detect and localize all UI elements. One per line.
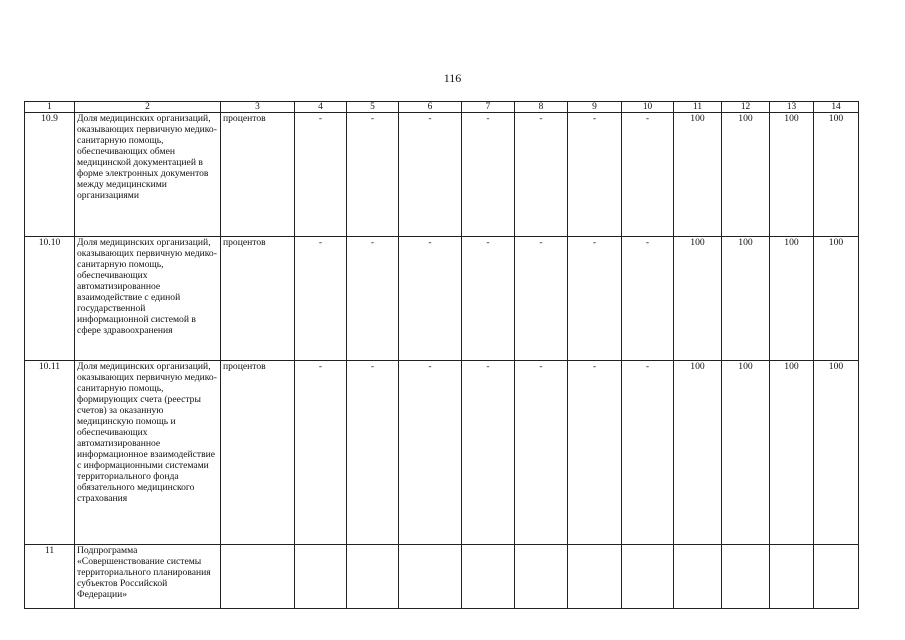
value-cell: - — [347, 237, 399, 361]
column-header: 5 — [347, 102, 399, 113]
value-cell: - — [568, 361, 622, 545]
value-cell: - — [568, 237, 622, 361]
column-header: 7 — [462, 102, 515, 113]
value-cell: - — [295, 237, 347, 361]
table-row — [25, 237, 859, 361]
unit-cell: процентов — [221, 361, 295, 545]
value-cell — [347, 545, 399, 609]
value-cell — [674, 545, 722, 609]
value-cell — [568, 545, 622, 609]
column-header: 10 — [622, 102, 674, 113]
indicator-name: Доля медицинских организаций, оказывающих первичную медико-санитарную помощь, обеспечивающих обмен медицинской документацией в форме электронных документов между медицинскими организациями — [75, 113, 221, 237]
column-header: 14 — [814, 102, 859, 113]
column-header: 11 — [674, 102, 722, 113]
value-cell — [515, 545, 568, 609]
value-cell: 100 — [674, 113, 722, 237]
value-cell — [622, 545, 674, 609]
column-header: 6 — [399, 102, 462, 113]
value-cell — [295, 545, 347, 609]
value-cell: 100 — [722, 361, 770, 545]
value-cell: - — [347, 361, 399, 545]
column-header: 3 — [221, 102, 295, 113]
value-cell: - — [347, 113, 399, 237]
value-cell — [462, 545, 515, 609]
value-cell: 100 — [674, 237, 722, 361]
row-number: 10.10 — [25, 237, 75, 361]
table-row — [25, 361, 859, 545]
unit-cell: процентов — [221, 237, 295, 361]
row-number: 10.9 — [25, 113, 75, 237]
value-cell: - — [515, 113, 568, 237]
column-header: 9 — [568, 102, 622, 113]
value-cell: - — [399, 237, 462, 361]
value-cell: - — [399, 361, 462, 545]
row-number: 11 — [25, 545, 75, 609]
value-cell: - — [622, 237, 674, 361]
column-header: 12 — [722, 102, 770, 113]
header-row — [25, 102, 859, 113]
value-cell: 100 — [770, 237, 814, 361]
value-cell: - — [622, 361, 674, 545]
value-cell: 100 — [814, 113, 859, 237]
value-cell: 100 — [770, 361, 814, 545]
row-number: 10.11 — [25, 361, 75, 545]
table-row — [25, 113, 859, 237]
column-header: 2 — [75, 102, 221, 113]
value-cell: 100 — [814, 237, 859, 361]
value-cell: 100 — [722, 113, 770, 237]
column-header: 4 — [295, 102, 347, 113]
value-cell: - — [295, 361, 347, 545]
value-cell: - — [515, 237, 568, 361]
value-cell — [814, 545, 859, 609]
column-header: 1 — [25, 102, 75, 113]
value-cell: 100 — [814, 361, 859, 545]
value-cell: - — [462, 113, 515, 237]
value-cell: - — [462, 361, 515, 545]
page-number: 116 — [443, 71, 462, 85]
value-cell: - — [462, 237, 515, 361]
value-cell: 100 — [722, 237, 770, 361]
value-cell: - — [568, 113, 622, 237]
value-cell: 100 — [770, 113, 814, 237]
value-cell: - — [399, 113, 462, 237]
value-cell — [770, 545, 814, 609]
table-row — [25, 545, 859, 609]
indicator-name: Доля медицинских организаций, оказывающих первичную медико-санитарную помощь, формирующих счета (реестры счетов) за оказанную медицинскую помощь и обеспечивающих автоматизированное информационное взаимодействие с информационными системами территориального фонда обязательного медицинского страхования — [75, 361, 221, 545]
value-cell — [722, 545, 770, 609]
column-header: 13 — [770, 102, 814, 113]
value-cell: - — [622, 113, 674, 237]
unit-cell: процентов — [221, 113, 295, 237]
column-header: 8 — [515, 102, 568, 113]
unit-cell — [221, 545, 295, 609]
value-cell: 100 — [674, 361, 722, 545]
indicator-table — [24, 101, 859, 609]
value-cell: - — [515, 361, 568, 545]
indicator-name: Доля медицинских организаций, оказывающих первичную медико-санитарную помощь, обеспечивающих автоматизированное взаимодействие с единой государственной информационной системой в сфере здравоохранения — [75, 237, 221, 361]
value-cell: - — [295, 113, 347, 237]
value-cell — [399, 545, 462, 609]
subprogram-name: Подпрограмма «Совершенствование системы территориального планирования субъектов Российской Федерации» — [75, 545, 221, 609]
